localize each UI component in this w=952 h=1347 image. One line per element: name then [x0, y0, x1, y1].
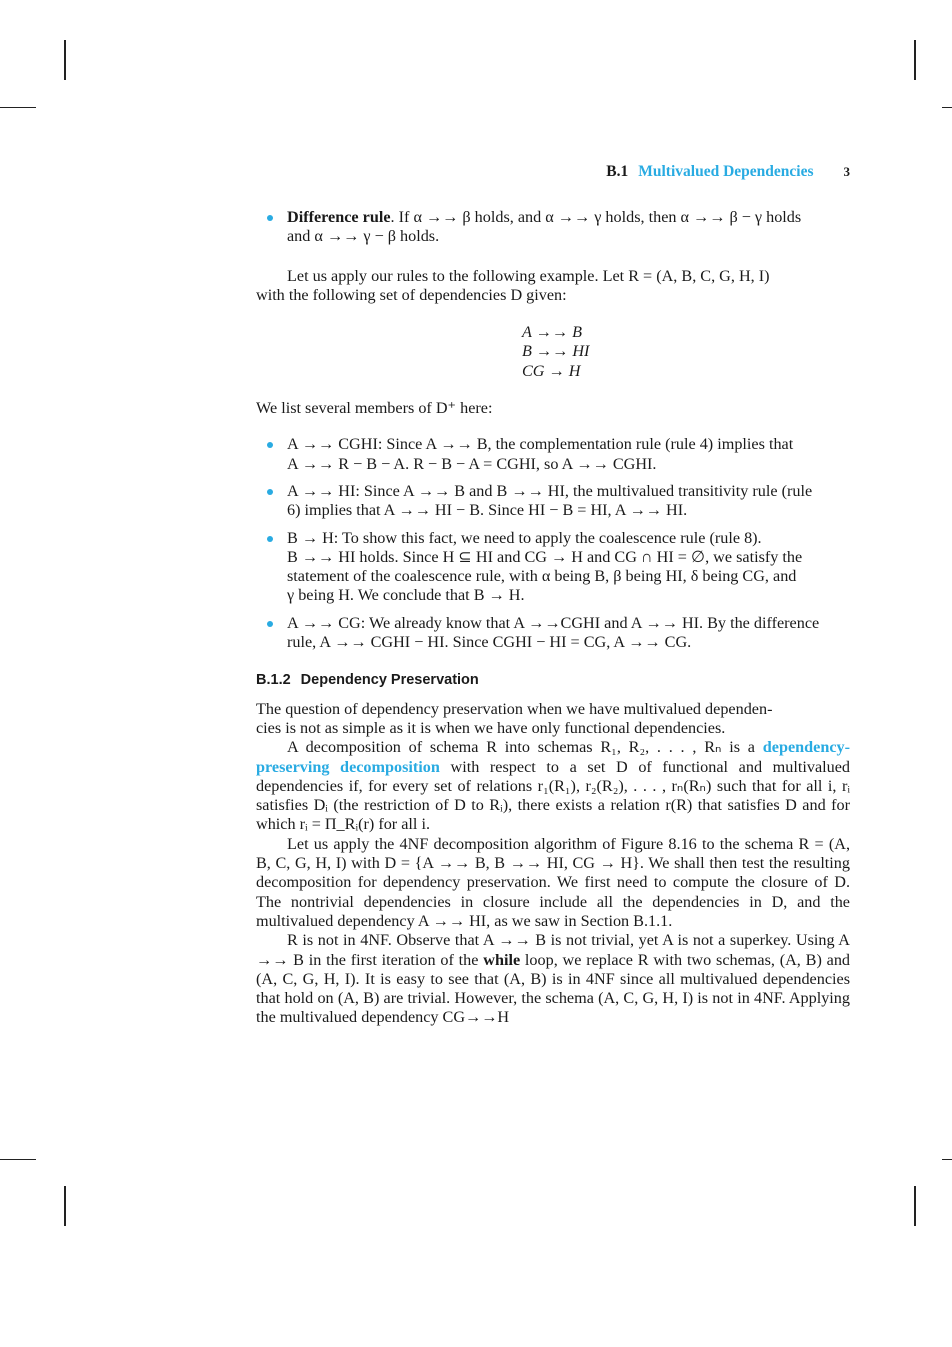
page-number: 3	[843, 164, 850, 179]
paragraph: A decomposition of schema R into schemas R₁, R₂, . . . , Rₙ is a dependency-preserving decomposition with respect to a set D of functional and multivalued dependencies if, for every set of relations r₁(R₁), r₂(R₂), . . . , rₙ(Rₙ) such that for all i, rᵢ satisfies Dᵢ (the restriction of D to Rᵢ), there exists a relation r(R) that satisfies D and for which rᵢ = Π_Rᵢ(r) for all i.	[256, 738, 850, 834]
list-item: A →→ CG: We already know that A →→CGHI and A →→ HI. By the difference rule, A →→ CGHI − HI. Since CGHI − HI = CG, A →→ CG.	[256, 614, 850, 653]
paragraph: Let us apply our rules to the following example. Let R = (A, B, C, G, H, I) with the following set of dependencies D given:	[256, 266, 770, 304]
crop-mark	[914, 40, 916, 80]
bullet-line: and α →→ γ − β holds.	[287, 227, 440, 246]
list-item: B → H: To show this fact, we need to apply the coalescence rule (rule 8). B →→ HI holds. Since H ⊆ HI and CG → H and CG ∩ HI = ∅, we satisfy the statement of the coalescence rule, with α being B, β being HI, δ being CG, and γ being H. We conclude that B → H.	[256, 529, 850, 606]
crop-mark	[942, 107, 952, 108]
crop-mark	[0, 1159, 36, 1160]
keyword: while	[483, 950, 521, 969]
paragraph: We list several members of D⁺ here:	[256, 399, 493, 418]
bullet-line: Difference rule. If α →→ β holds, and α →→ γ holds, then α →→ β − γ holds	[287, 208, 802, 226]
subsection-number: B.1.2	[256, 672, 291, 689]
defined-term: dependency-preserving decomposition	[256, 738, 850, 776]
list-item: A →→ HI: Since A →→ B and B →→ HI, the multivalued transitivity rule (rule 6) implies that A →→ HI − B. Since HI − B = HI, A →→ HI.	[256, 482, 850, 521]
crop-mark	[0, 107, 36, 108]
dependency-set	[256, 323, 850, 381]
paragraph: R is not in 4NF. Observe that A →→ B is not trivial, yet A is not a superkey. Using A →→ B in the first iteration of the while loop, we replace R with two schemas, (A, B) and (A, C, G, H, I). It is easy to see that (A, B) is in 4NF since all multivalued dependencies that hold on (A, B) are trivial. However, the schema (A, C, G, H, I) is not in 4NF. Applying the multivalued dependency CG→→H	[256, 931, 851, 1027]
subsection-heading	[256, 671, 850, 690]
crop-mark	[914, 1186, 916, 1226]
crop-mark	[64, 40, 66, 80]
bullet-icon	[267, 489, 273, 495]
list-item	[256, 208, 850, 247]
dependency: CG → H	[522, 361, 581, 380]
subsection-title: Dependency Preservation	[300, 672, 479, 689]
bullet-icon	[267, 621, 273, 627]
bullet-icon	[267, 536, 273, 542]
paragraph: The question of dependency preservation when we have multivalued dependen- cies is not as simple as it is when we have only functional dependencies.	[256, 699, 773, 737]
header-section-title: Multivalued Dependencies	[638, 163, 814, 180]
bullet-icon	[267, 442, 273, 448]
list-item: A →→ CGHI: Since A →→ B, the complementation rule (rule 4) implies that A →→ R − B − A. R − B − A = CGHI, so A →→ CGHI.	[256, 435, 850, 474]
rule-name: Difference rule	[287, 208, 391, 226]
header-section-number: B.1	[606, 163, 629, 180]
page-body	[256, 208, 850, 1028]
bullet-icon	[267, 215, 273, 221]
crop-mark	[64, 1186, 66, 1226]
dependency: B →→ HI	[522, 342, 590, 361]
paragraph: Let us apply the 4NF decomposition algorithm of Figure 8.16 to the schema R = (A, B, C, G, H, I) with D = {A →→ B, B →→ HI, CG → H}. We shall then test the resulting decomposition for dependency preservation. We first need to compute the closure of D. The nontrivial dependencies in closure include all the dependencies in D, and the multivalued dependency A →→ HI, as we saw in Section B.1.1.	[256, 834, 850, 930]
running-header	[256, 163, 850, 181]
dependency: A →→ B	[522, 323, 582, 342]
crop-mark	[942, 1159, 952, 1160]
